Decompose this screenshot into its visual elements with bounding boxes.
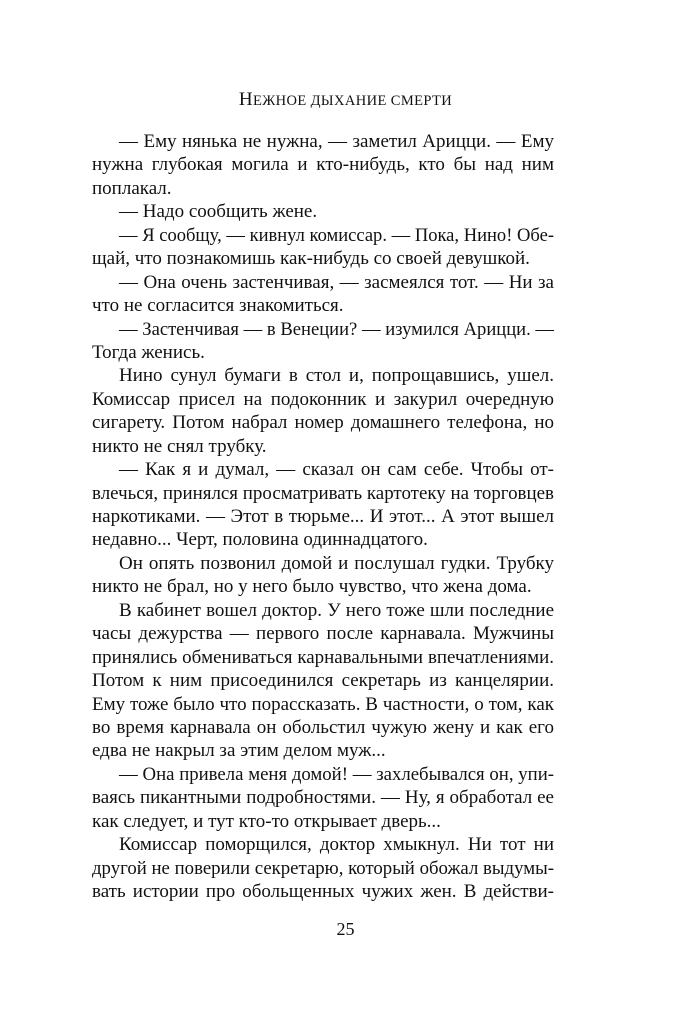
text-line: наркотиками. — Этот в тюрьме... И этот... А этот вышел [92,506,554,527]
text-line: Комиссар присел на подоконник и закурил очередную [92,388,554,410]
page-number: 25 [336,919,355,939]
text-line: щай, что познакомишь как-нибудь со своей девушкой. [92,248,530,270]
text-line: вать истории про обольщенных чужих жен. В действи- [92,881,554,902]
text-line: Потом к ним присоединился секретарь из канцелярии. [92,670,554,692]
text-line: поплакал. [92,177,172,199]
text-line: никто не снял трубку. [92,435,267,457]
text-line: В кабинет вошел доктор. У него тоже шли последние [119,599,554,621]
text-line: Комиссар поморщился, доктор хмыкнул. Ни тот ни [119,834,554,856]
text-line: принялись обмениваться карнавальными впечатлениями. [92,646,554,668]
text-line: — Ему нянька не нужна, — заметил Арицци. — Ему [119,131,554,152]
text-line: Ему тоже было что порассказать. В частности, о том, как [92,693,554,715]
text-line: ваясь пикантными подробностями. — Ну, я обработал ее [92,787,554,809]
body-text [92,130,554,903]
text-line: — Она очень застенчивая, — засмеялся тот. — Ни за [119,271,554,293]
text-line: как следует, и тут кто-то открывает дверь... [92,810,441,832]
text-line: что не согласится знакомиться. [92,295,344,317]
text-line: никто не брал, но у него было чувство, что жена дома. [92,576,532,598]
text-line: другой не поверили секретарю, который обожал выдумы- [92,857,554,879]
text-line: недавно... Черт, половина одиннадцатого. [92,529,428,551]
text-line: нужна глубокая могила и кто-нибудь, кто бы над ним [92,154,554,176]
text-line: — Как я и думал, — сказал он сам себе. Чтобы от- [119,459,554,481]
text-line: Тогда женись. [92,341,205,363]
text-line: Он опять позвонил домой и послушал гудки. Трубку [119,552,554,574]
text-line: — Надо сообщить жене. [119,201,318,223]
running-head-title: НЕЖНОЕ ДЫХАНИЕ СМЕРТИ [238,89,453,110]
text-line: во время карнавала он обольстил чужую жену и как его [92,716,554,738]
text-line: — Я сообщу, — кивнул комиссар. — Пока, Нино! Обе- [119,224,554,246]
text-line: часы дежурства — первого после карнавала. Мужчины [92,623,554,645]
text-line: влечься, принялся просматривать картотеку на торговцев [92,482,554,504]
text-line: сигарету. Потом набрал номер домашнего телефона, но [92,412,554,434]
text-line: — Застенчивая — в Венеции? — изумился Арицци. — [119,318,554,340]
text-line: — Она привела меня домой! — захлебывался он, упи- [119,763,554,785]
text-line: Нино сунул бумаги в стол и, попрощавшись, ушел. [119,365,554,387]
text-line: едва не накрыл за этим делом муж... [92,740,386,762]
